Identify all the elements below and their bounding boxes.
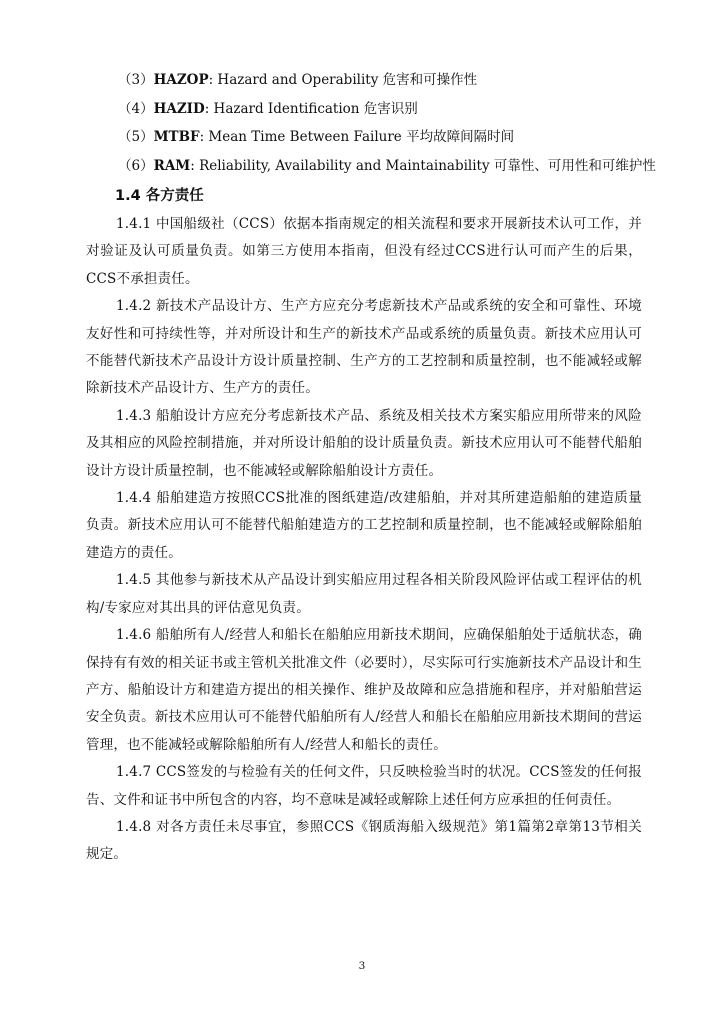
paragraph-1-4-1: 1.4.1 中国船级社（CCS）依据本指南规定的相关流程和要求开展新技术认可工作，并对验证及认可质量负责。如第三方使用本指南，但没有经过CCS进行认可而产生的后果，CCS不承担责任。 xyxy=(86,216,642,287)
abbreviation-item: （3）HAZOP: Hazard and Operability 危害和可操作性 xyxy=(118,72,478,88)
abbreviation-term: RAM xyxy=(153,157,191,174)
paragraph-1-4-2: 1.4.2 新技术产品设计方、生产方应充分考虑新技术产品或系统的安全和可靠性、环境友好性和可持续性等，并对所设计和生产的新技术产品或系统的质量负责。新技术应用认可不能替代新技术产品设计方设计质量控制、生产方的工艺控制和质量控制，也不能减轻或解除新技术产品设计方、生产方的责任。 xyxy=(86,298,642,397)
abbreviation-item: （5）MTBF: Mean Time Between Failure 平均故障间隔时间 xyxy=(118,129,515,146)
abbreviation-item: （4）HAZID: Hazard Identification 危害识别 xyxy=(118,100,418,117)
page-number: 3 xyxy=(358,960,366,972)
abbreviation-term: HAZOP xyxy=(153,72,209,88)
paragraph-1-4-4: 1.4.4 船舶建造方按照CCS批准的图纸建造/改建船舶，并对其所建造船舶的建造质量负责。新技术应用认可不能替代船舶建造方的工艺控制和质量控制，也不能减轻或解除船舶建造方的责任。 xyxy=(86,490,642,561)
section-body xyxy=(86,211,642,869)
paragraph-1-4-8: 1.4.8 对各方责任未尽事宜，参照CCS《钢质海船入级规范》第1篇第2章第13节相关规定。 xyxy=(86,818,642,863)
paragraph-1-4-7: 1.4.7 CCS签发的与检验有关的任何文件，只反映检验当时的状况。CCS签发的任何报告、文件和证书中所包含的内容，均不意味是减轻或解除上述任何方应承担的任何责任。 xyxy=(86,764,642,808)
abbreviation-list xyxy=(118,66,658,180)
paragraph-1-4-5: 1.4.5 其他参与新技术从产品设计到实船应用过程各相关阶段风险评估或工程评估的机构/专家应对其出具的评估意见负责。 xyxy=(86,572,642,616)
paragraph-1-4-3: 1.4.3 船舶设计方应充分考虑新技术产品、系统及相关技术方案实船应用所带来的风险及其相应的风险控制措施，并对所设计船舶的设计质量负责。新技术应用认可不能替代船舶设计方设计质量控制，也不能减轻或解除船舶设计方责任。 xyxy=(86,407,642,479)
paragraph-1-4-6: 1.4.6 船舶所有人/经营人和船长在船舶应用新技术期间，应确保船舶处于适航状态，确保持有有效的相关证书或主管机关批准文件（必要时），尽实际可行实施新技术产品设计和生产方、船舶设计方和建造方提出的相关操作、维护及故障和应急措施和程序，并对船舶营运安全负责。新技术应用认可不能替代船舶所有人/经营人和船长在船舶应用新技术期间的营运管理，也不能减轻或解除船舶所有人/经营人和船长的责任。 xyxy=(86,627,642,753)
abbreviation-item: （6）RAM: Reliability, Availability and Maintainability 可靠性、可用性和可维护性 xyxy=(118,157,656,174)
abbreviation-term: HAZID xyxy=(153,100,205,117)
abbreviation-term: MTBF xyxy=(153,129,200,146)
section-heading: 1.4 各方责任 xyxy=(115,188,204,204)
